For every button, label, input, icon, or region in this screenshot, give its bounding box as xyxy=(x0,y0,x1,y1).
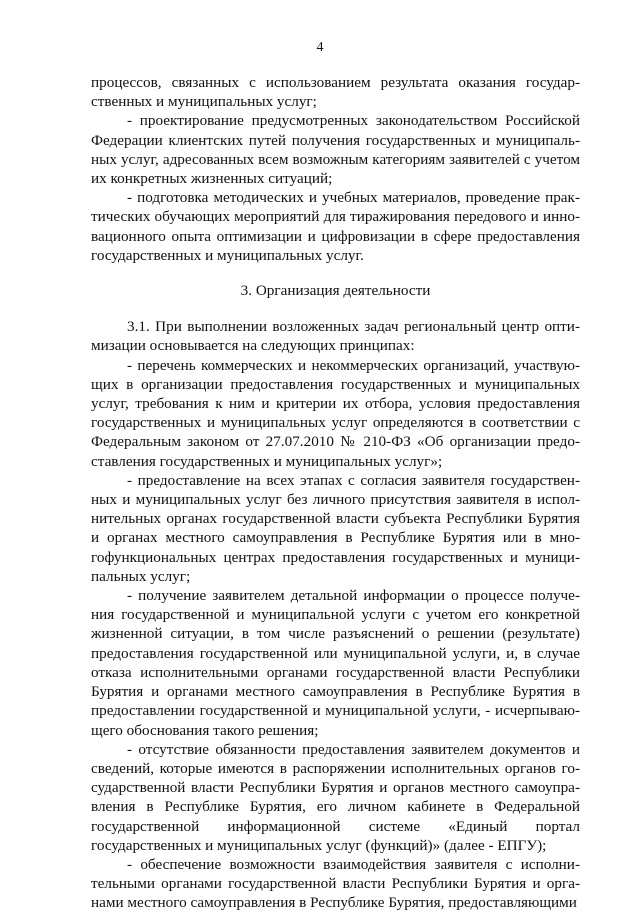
page-number: 4 xyxy=(316,40,324,55)
principle-item-detailed-info: - получение заявителем детальной информации о процессе получения государственной и муниципальной услуги с учетом его конкретной жизненной ситуации, в том числе разъяснений о решении (результате) предоставления государственной или муниципальной услуги, и, в случае отказа исполнительными органами государственной власти Республики Бурятия и органами местного самоуправления в Республике Бурятия в предоставлении государственной и муниципальной услуги, - исчерпывающего обоснования такого решения; xyxy=(91,587,580,739)
section-heading: 3. Организация деятельности xyxy=(240,282,431,300)
principle-item-no-documents: - отсутствие обязанности предоставления заявителем документов и сведений, которые имеются в распоряжении исполнительных органов государственной власти Республики Бурятия и органов местного самоуправления в Республике Бурятия, его личном кабинете в Федеральной государственной информационной системе «Единый портал государственных и муниципальных услуг (функций)» (далее - ЕПГУ); xyxy=(91,740,580,854)
document-body xyxy=(91,73,580,913)
principle-item-interaction: - обеспечение возможности взаимодействия заявителя с исполнительными органами государственной власти Республики Бурятия и органами местного самоуправления в Республике Бурятия, предоставляющими xyxy=(91,855,580,912)
principle-item-remote-services: - предоставление на всех этапах с согласия заявителя государственных и муниципальных услуг без личного присутствия заявителя в исполнительных органах государственной власти субъекта Республики Бурятия и органах местного самоуправления в Республике Бурятия или в многофункциональных центрах предоставления государственных и муниципальных услуг; xyxy=(91,471,580,585)
clause-3-1: 3.1. При выполнении возложенных задач региональный центр оптимизации основывается на следующих принципах: xyxy=(91,318,580,355)
list-item-client-paths: - проектирование предусмотренных законодательством Российской Федерации клиентских путей получения государственных и муниципальных услуг, адресованных всем возможным категориям заявителей с учетом их конкретных жизненных ситуаций; xyxy=(91,112,580,188)
principle-item-organizations: - перечень коммерческих и некоммерческих организаций, участвующих в организации предоставления государственных и муниципальных услуг, требования к ним и критерии их отбора, условия предоставления государственных и муниципальных услуг определяются в соответствии с Федеральным законом от 27.07.2010 № 210-ФЗ «Об организации предоставления государственных и муниципальных услуг»; xyxy=(91,356,580,470)
list-item-methodical-materials: - подготовка методических и учебных материалов, проведение практических обучающих мероприятий для тиражирования передового и инновационного опыта оптимизации и цифровизации в сфере предоставления государственных и муниципальных услуг. xyxy=(91,189,580,264)
paragraph-intro: процессов, связанных с использованием результата оказания государственных и муниципальных услуг; xyxy=(91,74,580,111)
